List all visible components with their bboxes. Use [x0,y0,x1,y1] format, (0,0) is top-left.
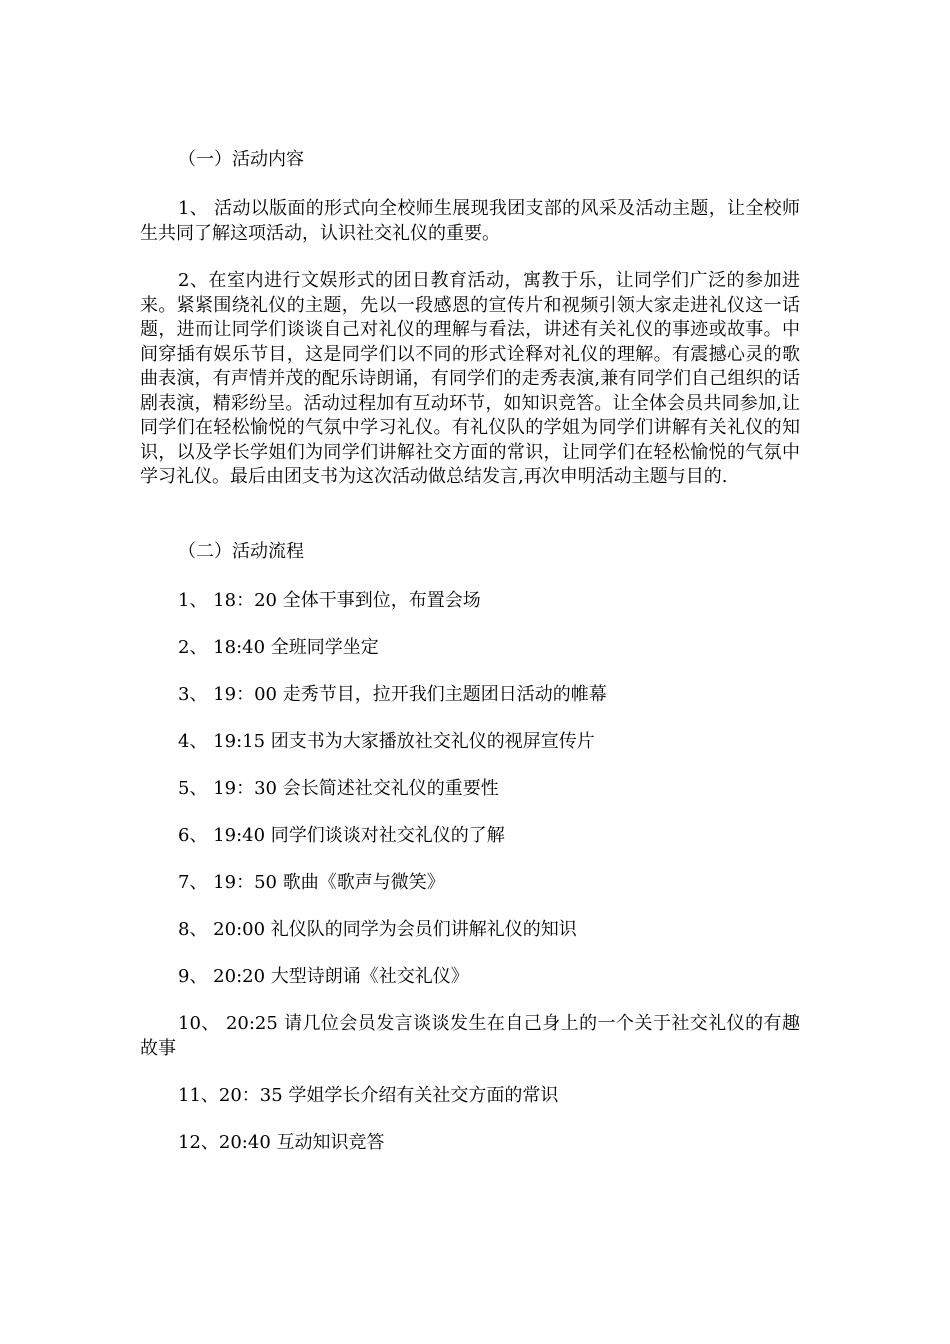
flow-item: 3、 19：00 走秀节目，拉开我们主题团日活动的帷幕 [178,684,607,705]
flow-item: 8、 20:00 礼仪队的同学为会员们讲解礼仪的知识 [178,919,577,940]
section-heading-content: （一）活动内容 [178,149,304,170]
flow-item: 9、 20:20 大型诗朗诵《社交礼仪》 [178,966,469,987]
flow-item: 1、 18：20 全体干事到位，布置会场 [178,590,481,611]
flow-item: 2、 18:40 全班同学坐定 [178,637,379,658]
content-item-2: 2、在室内进行文娱形式的团日教育活动，寓教于乐，让同学们广泛的参加进来。紧紧围绕礼仪的主题，先以一段感恩的宣传片和视频引领大家走进礼仪这一话题，进而让同学们谈谈自己对礼仪的理解与看法，讲述有关礼仪的事迹或故事。中间穿插有娱乐节目，这是同学们以不同的形式诠释对礼仪的理解。有震撼心灵的歌曲表演，有声情并茂的配乐诗朗诵，有同学们的走秀表演,兼有同学们自己组织的话剧表演，精彩纷呈。活动过程加有互动环节，如知识竞答。让全体会员共同参加,让同学们在轻松愉悦的气氛中学习礼仪。有礼仪队的学姐为同学们讲解有关礼仪的知识，以及学长学姐们为同学们讲解社交方面的常识，让同学们在轻松愉悦的气氛中学习礼仪。最后由团支书为这次活动做总结发言,再次申明活动主题与目的. [140,270,800,487]
flow-item: 10、 20:25 请几位会员发言谈谈发生在自己身上的一个关于社交礼仪的有趣故事 [140,1013,800,1059]
flow-item: 6、 19:40 同学们谈谈对社交礼仪的了解 [178,825,505,846]
flow-item: 5、 19：30 会长简述社交礼仪的重要性 [178,778,499,799]
flow-item: 11、20：35 学姐学长介绍有关社交方面的常识 [178,1085,559,1106]
flow-item: 7、 19：50 歌曲《歌声与微笑》 [178,872,445,893]
flow-item: 4、 19:15 团支书为大家播放社交礼仪的视屏宣传片 [178,731,595,752]
content-item-1: 1、 活动以版面的形式向全校师生展现我团支部的风采及活动主题，让全校师生共同了解这项活动，认识社交礼仪的重要。 [140,198,800,244]
flow-item: 12、20:40 互动知识竞答 [178,1132,385,1153]
section-heading-flow: （二）活动流程 [178,541,304,562]
